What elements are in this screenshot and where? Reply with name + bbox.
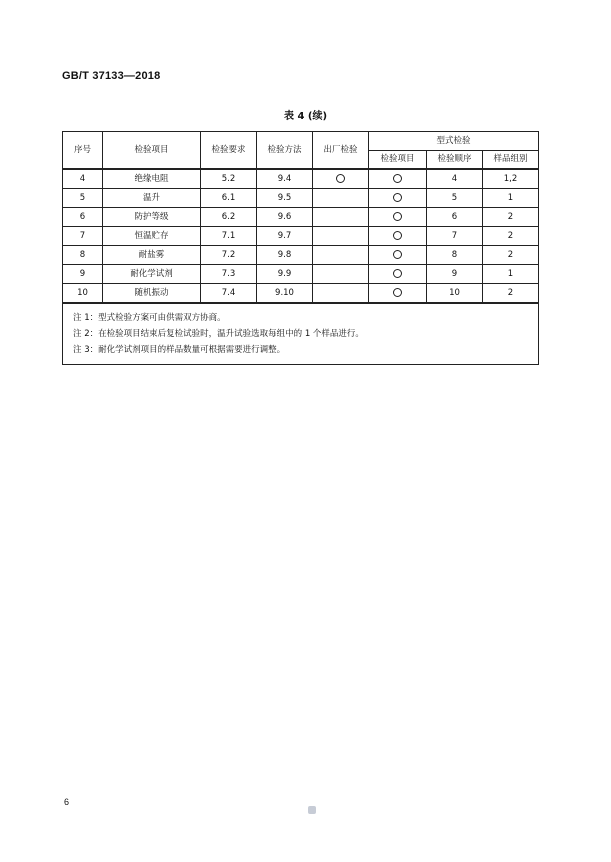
cell-item: 防护等级 [103,208,201,227]
cell-method: 9.6 [257,208,313,227]
cell-sample-group: 1 [483,265,539,284]
cell-method: 9.10 [257,284,313,304]
table-caption: 表 4 (续) [283,111,328,122]
cell-requirement: 7.2 [201,246,257,265]
cell-item: 温升 [103,189,201,208]
cell-factory-inspection [313,169,369,189]
cell-requirement: 7.1 [201,227,257,246]
table-row [63,208,539,227]
circle-mark-icon [393,288,402,297]
cell-type-order: 6 [427,208,483,227]
header-factory-inspection: 出厂检验 [313,132,369,170]
cell-type-item [369,169,427,189]
cell-item: 恒温贮存 [103,227,201,246]
header-seq: 序号 [63,132,103,170]
cell-type-item [369,227,427,246]
note-3: 注 3：耐化学试剂项目的样品数量可根据需要进行调整。 [73,345,286,355]
cell-sample-group: 1,2 [483,169,539,189]
cell-sample-group: 2 [483,246,539,265]
standard-code: GB/T 37133—2018 [62,70,161,82]
cell-seq: 4 [63,169,103,189]
cell-sample-group: 2 [483,208,539,227]
cell-factory-inspection [313,189,369,208]
cell-type-item [369,265,427,284]
cell-sample-group: 2 [483,227,539,246]
header-type-item: 检验项目 [369,151,427,170]
cell-factory-inspection [313,265,369,284]
cell-seq: 9 [63,265,103,284]
cell-sample-group: 1 [483,189,539,208]
cell-factory-inspection [313,246,369,265]
cell-method: 9.8 [257,246,313,265]
cell-type-item [369,208,427,227]
cell-requirement: 6.2 [201,208,257,227]
table-body [63,169,539,365]
cell-type-item [369,189,427,208]
circle-mark-icon [393,212,402,221]
cell-requirement: 7.3 [201,265,257,284]
cell-type-order: 7 [427,227,483,246]
cell-type-item [369,246,427,265]
notes-cell [63,303,539,365]
scan-mark [308,806,316,814]
cell-seq: 7 [63,227,103,246]
note-2: 注 2：在检验项目结束后复检试验时，温升试验选取每组中的 1 个样品进行。 [73,329,364,339]
cell-factory-inspection [313,208,369,227]
note-1: 注 1：型式检验方案可由供需双方协商。 [73,313,226,323]
table-row [63,169,539,189]
cell-requirement: 5.2 [201,169,257,189]
circle-mark-icon [336,174,345,183]
header-type-order: 检验顺序 [427,151,483,170]
cell-requirement: 7.4 [201,284,257,304]
cell-sample-group: 2 [483,284,539,304]
cell-seq: 5 [63,189,103,208]
cell-type-order: 5 [427,189,483,208]
page-number: 6 [64,797,70,807]
circle-mark-icon [393,269,402,278]
cell-type-order: 8 [427,246,483,265]
cell-seq: 8 [63,246,103,265]
cell-seq: 6 [63,208,103,227]
cell-method: 9.4 [257,169,313,189]
header-method: 检验方法 [257,132,313,170]
table-row [63,246,539,265]
table-row [63,265,539,284]
cell-factory-inspection [313,227,369,246]
circle-mark-icon [393,174,402,183]
cell-method: 9.9 [257,265,313,284]
cell-type-order: 4 [427,169,483,189]
cell-method: 9.5 [257,189,313,208]
cell-factory-inspection [313,284,369,304]
circle-mark-icon [393,250,402,259]
table-row [63,284,539,304]
cell-type-order: 9 [427,265,483,284]
header-sample-group: 样品组别 [483,151,539,170]
circle-mark-icon [393,193,402,202]
circle-mark-icon [393,231,402,240]
table-row [63,189,539,208]
cell-item: 耐盐雾 [103,246,201,265]
header-item: 检验项目 [103,132,201,170]
cell-type-item [369,284,427,304]
cell-type-order: 10 [427,284,483,304]
cell-method: 9.7 [257,227,313,246]
header-type-inspection: 型式检验 [369,132,539,151]
cell-item: 随机振动 [103,284,201,304]
inspection-table [62,131,539,365]
table-row [63,227,539,246]
cell-seq: 10 [63,284,103,304]
cell-item: 绝缘电阻 [103,169,201,189]
cell-item: 耐化学试剂 [103,265,201,284]
header-requirement: 检验要求 [201,132,257,170]
cell-requirement: 6.1 [201,189,257,208]
